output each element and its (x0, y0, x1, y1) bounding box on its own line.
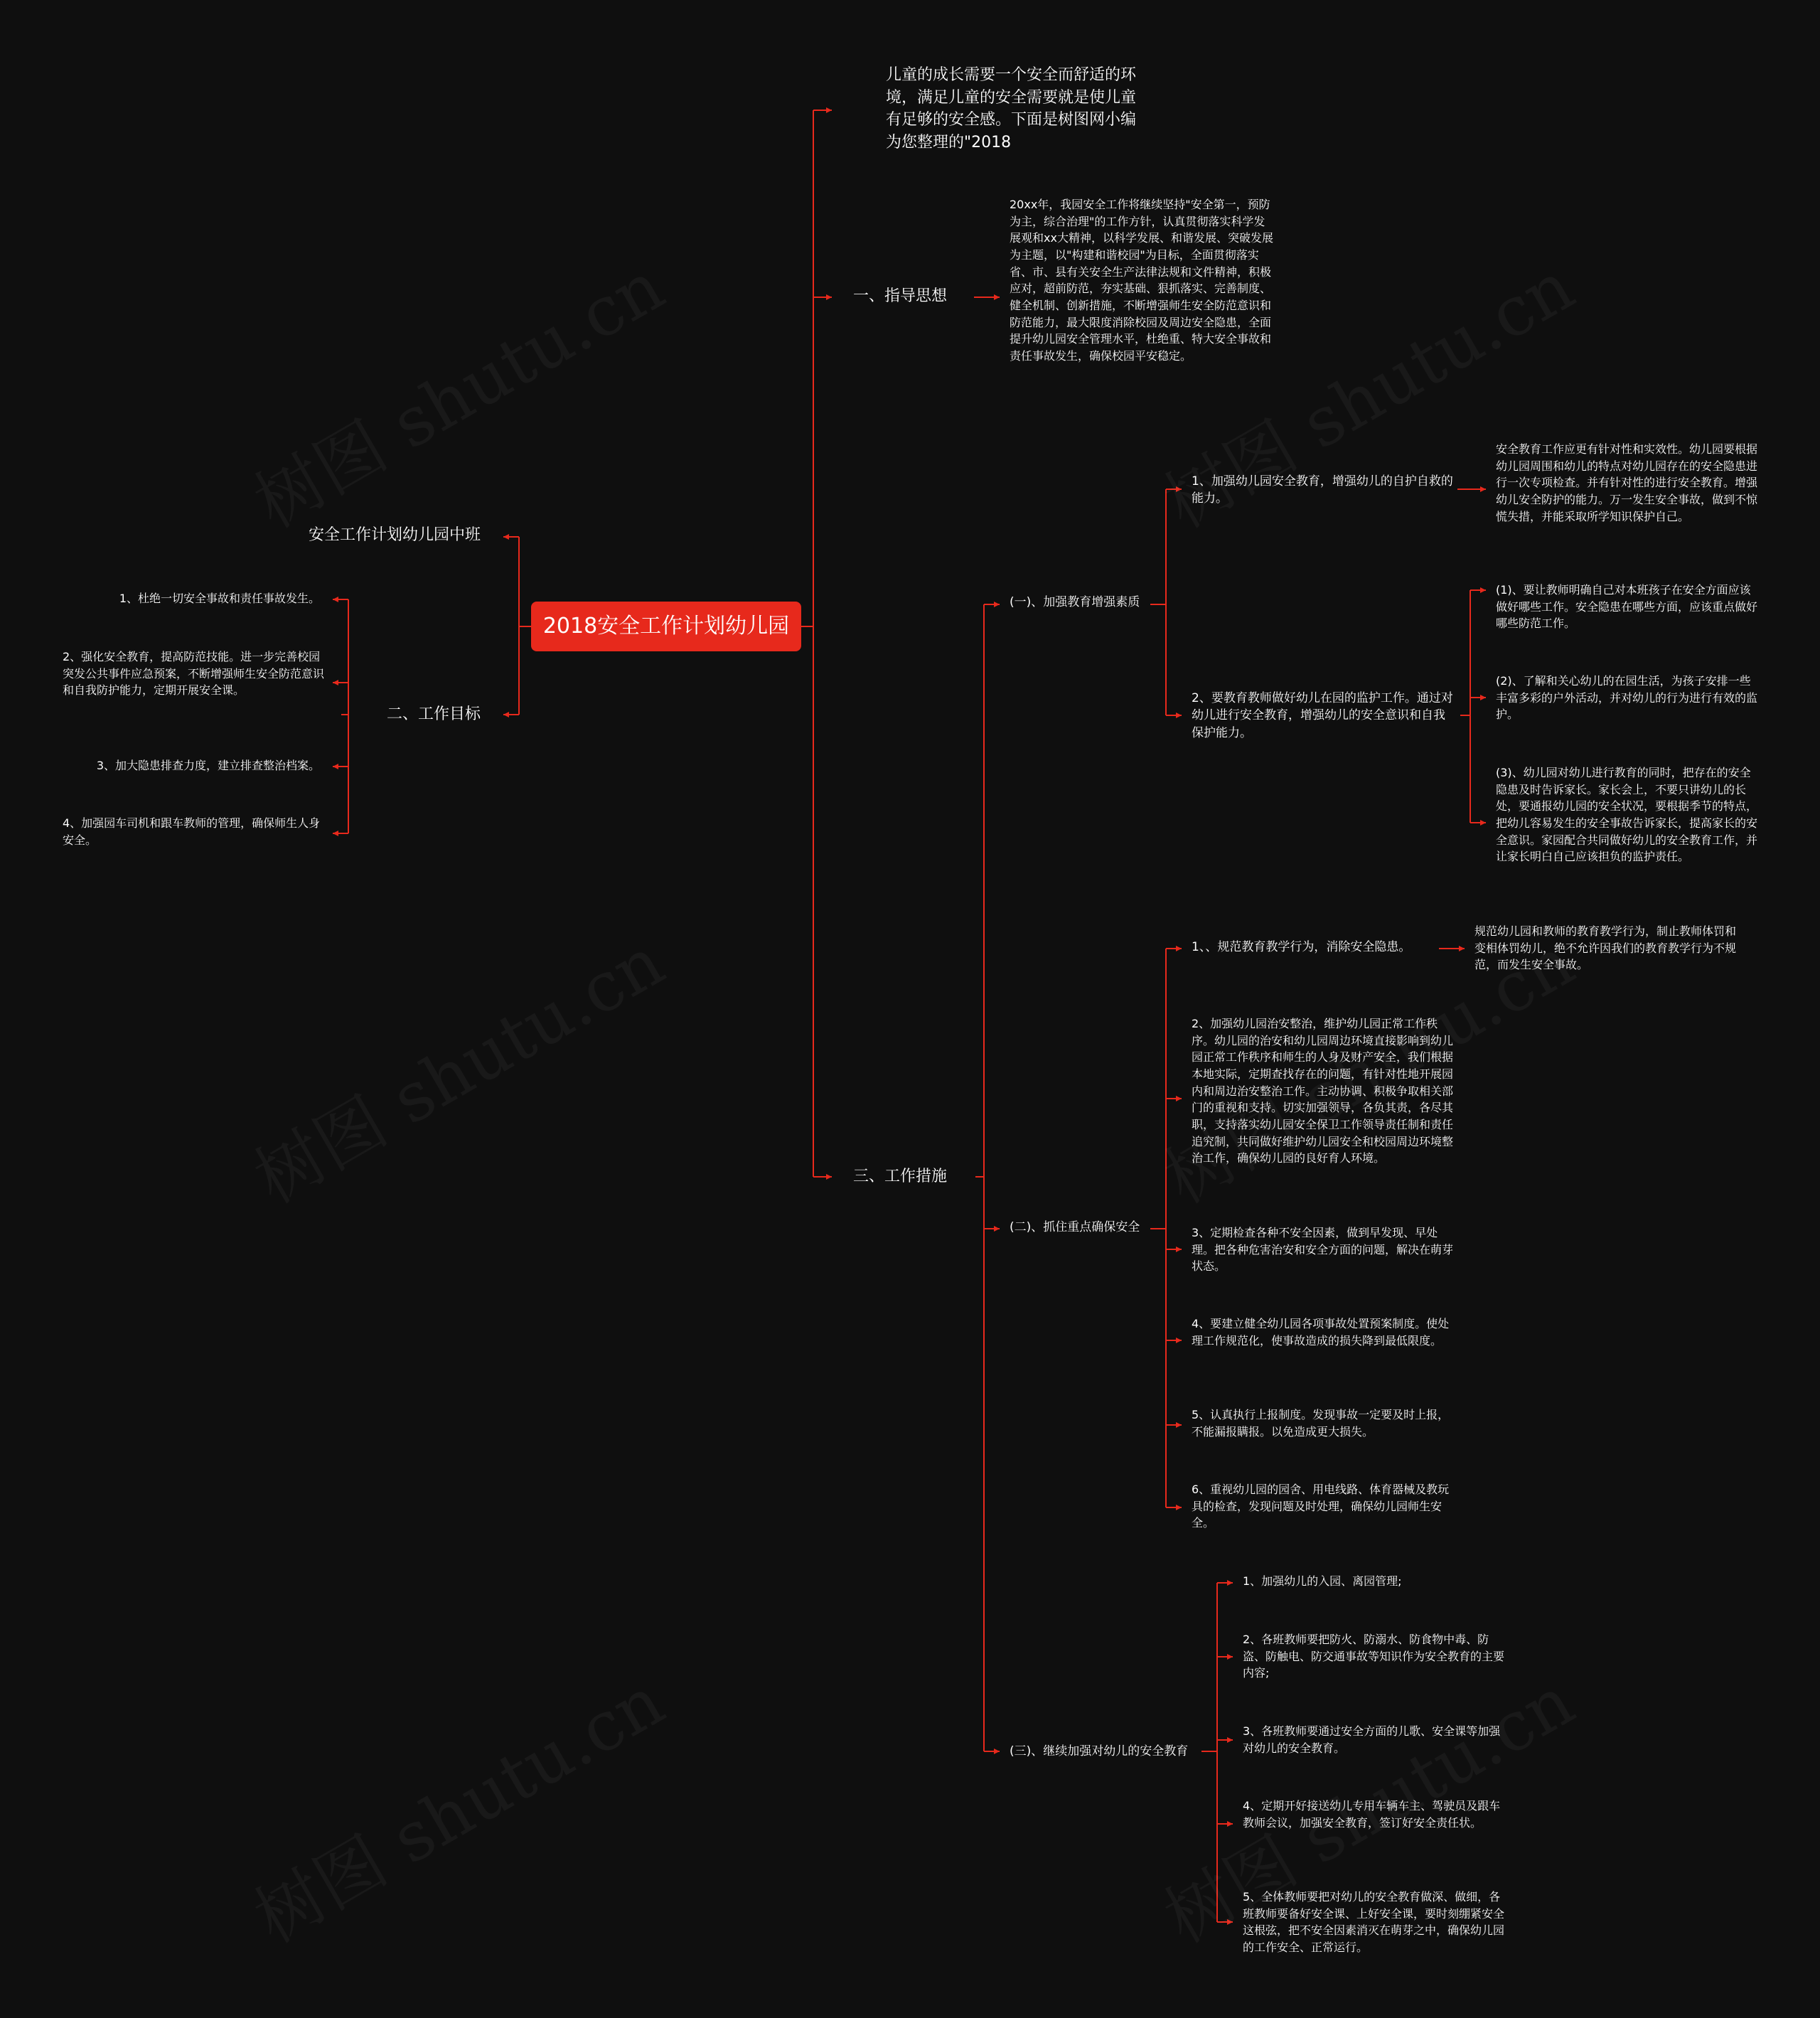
connector-line (826, 294, 832, 300)
sec2-item-4[interactable]: 4、要建立健全幼儿园各项事故处置预案制度。使处理工作规范化，使事故造成的损失降到最低限度。 (1192, 1317, 1450, 1347)
connector-line (1176, 486, 1182, 492)
sec2-item-1-detail[interactable]: 规范幼儿园和教师的教育教学行为，制止教师体罚和变相体罚幼儿，绝不允许因我们的教育教学行为不规范，而发生安全事故。 (1474, 924, 1737, 972)
goal-item-4[interactable]: 4、加强园车司机和跟车教师的管理，确保师生人身安全。 (63, 816, 321, 847)
sec1-item-1[interactable]: 1、加强幼儿园安全教育，增强幼儿的自护自救的能力。 (1192, 474, 1453, 506)
sec3-item-5[interactable]: 5、全体教师要把对幼儿的安全教育做深、做细，各班教师要备好安全课、上好安全课，要时刻绷紧安全这根弦，把不安全因素消灭在萌芽之中，确保幼儿园的工作安全、正常运行。 (1243, 1890, 1505, 1955)
connector-line (994, 1749, 1000, 1754)
node-sec2[interactable]: (二)、抓住重点确保安全 (1010, 1220, 1140, 1234)
sec1-sub-1[interactable]: (1)、要让教师明确自己对本班孩子在安全方面应该做好哪些工作。安全隐患在哪些方面，应该重点做好哪些防范工作。 (1496, 583, 1758, 631)
connector-line (1227, 1821, 1233, 1827)
node-sec3[interactable]: (三)、继续加强对幼儿的安全教育 (1010, 1744, 1189, 1758)
node-guiding-ideology[interactable]: 一、指导思想 (853, 287, 948, 305)
node-work-goals[interactable]: 二、工作目标 (386, 705, 481, 723)
connector-line (1227, 1580, 1233, 1586)
connector-line (1480, 587, 1486, 593)
sec3-item-3[interactable]: 3、各班教师要通过安全方面的儿歌、安全课等加强对幼儿的安全教育。 (1243, 1724, 1501, 1755)
sec3-item-1[interactable]: 1、加强幼儿的入园、离园管理; (1243, 1574, 1402, 1588)
sec1-sub-2[interactable]: (2)、了解和关心幼儿的在园生活，为孩子安排一些丰富多彩的户外活动，并对幼儿的行为进行有效的监护。 (1496, 674, 1758, 722)
intro-text[interactable]: 儿童的成长需要一个安全而舒适的环境，满足儿童的安全需要就是使儿童有足够的安全感。下面是树图网小编为您整理的"2018 (886, 66, 1137, 152)
sec1-sub-3[interactable]: (3)、幼儿园对幼儿进行教育的同时，把存在的安全隐患及时告诉家长。家长会上，不要只讲幼儿的长处，要通报幼儿园的安全状况，要根据季节的特点，把幼儿容易发生的安全事故告诉家长，提高家长的安全意识。家园配合共同做好幼儿的安全教育工作，并让家长明白自己应该担负的监护责任。 (1496, 766, 1758, 864)
goal-item-1[interactable]: 1、杜绝一切安全事故和责任事故发生。 (119, 592, 320, 605)
sec2-item-2[interactable]: 2、加强幼儿园治安整治，维护幼儿园正常工作秩序。幼儿园的治安和幼儿园周边环境直接影响到幼儿园正常工作秩序和师生的人身及财产安全，我们根据本地实际，定期查找存在的问题，有针对性地开展园内和周边治安整治工作。主动协调、积极争取相关部门的重视和支持。切实加强领导，各负其责，各尽其职，支持落实幼儿园安全保卫工作领导责任制和责任追究制，共同做好维护幼儿园安全和校园周边环境整治工作，确保幼儿园的良好育人环境。 (1192, 1017, 1454, 1165)
node-sec1[interactable]: (一)、加强教育增强素质 (1010, 595, 1140, 609)
connector-line (1227, 1737, 1233, 1743)
node-kindergarten-middle-class[interactable]: 安全工作计划幼儿园中班 (308, 526, 481, 544)
connector-line (1176, 1338, 1182, 1343)
connector-line (994, 294, 1000, 300)
connector-line (1176, 712, 1182, 718)
connector-line (994, 602, 1000, 607)
goal-item-3[interactable]: 3、加大隐患排查力度，建立排查整治档案。 (96, 759, 320, 772)
sec1-item-2[interactable]: 2、要教育教师做好幼儿在园的监护工作。通过对幼儿进行安全教育，增强幼儿的安全意识和自我保护能力。 (1192, 691, 1453, 740)
connector-line (1176, 1246, 1182, 1252)
sec1-item-1-detail[interactable]: 安全教育工作应更有针对性和实效性。幼儿园要根据幼儿园周围和幼儿的特点对幼儿园存在的安全隐患进行一次专项检查。并有针对性的进行安全教育。增强幼儿安全防护的能力。万一发生安全事故，做到不惊慌失措，并能采取所学知识保护自己。 (1496, 442, 1758, 523)
connector-line (503, 534, 509, 540)
connector-line (333, 831, 338, 836)
connector-line (333, 680, 338, 685)
connector-line (1176, 1505, 1182, 1510)
connector-line (1176, 1422, 1182, 1428)
connector-line (503, 712, 509, 717)
connector-line (333, 764, 338, 769)
node-work-measures[interactable]: 三、工作措施 (853, 1168, 948, 1185)
connector-line (333, 597, 338, 602)
connector-line (826, 107, 832, 113)
root-node[interactable]: 2018安全工作计划幼儿园 (531, 602, 801, 651)
guiding-text[interactable]: 20xx年，我园安全工作将继续坚持"安全第一，预防为主，综合治理"的工作方针，认真贯彻落实科学发展观和xx大精神，以科学发展、和谐发展、突破发展为主题，以"构建和谐校园"为目标，全面贯彻落实省、市、县有关安全生产法律法规和文件精神，积极应对，超前防范，夯实基础、狠抓落实、完善制度、健全机制、创新措施，不断增强师生安全防范意识和防范能力，最大限度消除校园及周边安全隐患，全面提升幼儿园安全管理水平，杜绝重、特大安全事故和责任事故发生，确保校园平安稳定。 (1010, 198, 1273, 363)
connector-line (1480, 695, 1486, 700)
connector-line (1459, 946, 1465, 951)
sec3-item-2[interactable]: 2、各班教师要把防火、防溺水、防食物中毒、防盗、防触电、防交通事故等知识作为安全教育的主要内容; (1243, 1633, 1505, 1680)
connector-line (1227, 1919, 1233, 1925)
sec2-item-3[interactable]: 3、定期检查各种不安全因素，做到早发现、早处理。把各种危害治安和安全方面的问题，解决在萌芽状态。 (1192, 1226, 1454, 1274)
sec2-item-1[interactable]: 1、、规范教育教学行为，消除安全隐患。 (1192, 940, 1411, 954)
connector-line (1176, 1096, 1182, 1101)
sec2-item-6[interactable]: 6、重视幼儿园的园舍、用电线路、体育器械及教玩具的检查，发现问题及时处理，确保幼儿园师生安全。 (1192, 1483, 1450, 1530)
connector-line (826, 1174, 832, 1180)
sec2-item-5[interactable]: 5、认真执行上报制度。发现事故一定要及时上报，不能漏报瞒报。以免造成更大损失。 (1192, 1408, 1450, 1438)
connector-line (1176, 946, 1182, 951)
goal-item-2[interactable]: 2、强化安全教育，提高防范技能。进一步完善校园突发公共事件应急预案，不断增强师生安全防范意识和自我防护能力，定期开展安全课。 (63, 650, 325, 698)
connector-line (994, 1226, 1000, 1232)
connector-line (1480, 820, 1486, 826)
sec3-item-4[interactable]: 4、定期开好接送幼儿专用车辆车主、驾驶员及跟车教师会议，加强安全教育，签订好安全责任状。 (1243, 1799, 1501, 1830)
connector-line (1227, 1654, 1233, 1660)
connector-line (1480, 486, 1486, 492)
